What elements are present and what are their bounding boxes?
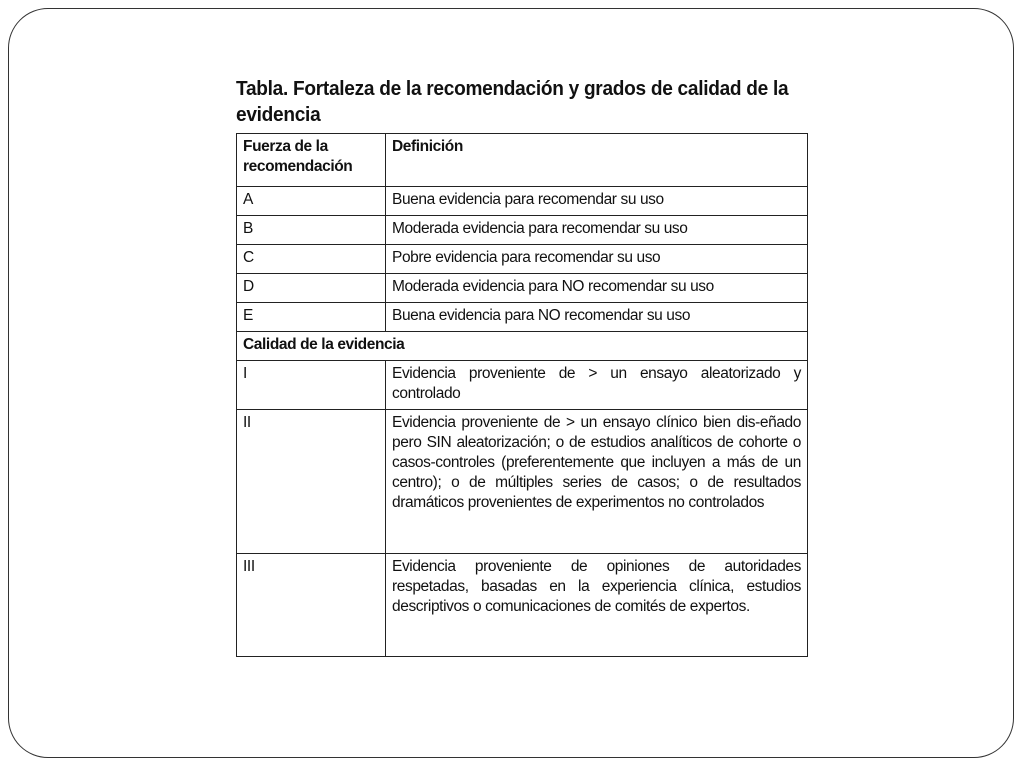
- header-definition: Definición: [386, 134, 808, 187]
- table-row: [237, 361, 808, 410]
- header-strength: Fuerza de la recomendación: [237, 134, 386, 187]
- table-row: [237, 187, 808, 216]
- definition-cell: Buena evidencia para recomendar su uso: [386, 187, 808, 216]
- table-header-row: [237, 134, 808, 187]
- table-title: Tabla. Fortaleza de la recomendación y grados de calidad de la evidencia: [236, 77, 789, 126]
- grade-cell: A: [237, 187, 386, 216]
- section-row: [237, 332, 808, 361]
- document-figure: [236, 76, 808, 657]
- table-row: [237, 274, 808, 303]
- table-row: [237, 245, 808, 274]
- grade-cell: D: [237, 274, 386, 303]
- definition-cell: Buena evidencia para NO recomendar su uso: [386, 303, 808, 332]
- quality-section-heading: Calidad de la evidencia: [237, 332, 808, 361]
- definition-cell: Pobre evidencia para recomendar su uso: [386, 245, 808, 274]
- definition-cell: Evidencia proveniente de > un ensayo aleatorizado y controlado: [386, 361, 808, 410]
- recommendation-table: [236, 133, 808, 657]
- definition-cell: Moderada evidencia para NO recomendar su uso: [386, 274, 808, 303]
- definition-cell: Evidencia proveniente de opiniones de autoridades respetadas, basadas en la experiencia clínica, estudios descriptivos o comunicaciones de comités de expertos.: [386, 554, 808, 657]
- level-cell: III: [237, 554, 386, 657]
- definition-cell: Moderada evidencia para recomendar su uso: [386, 216, 808, 245]
- level-cell: I: [237, 361, 386, 410]
- table-row: [237, 303, 808, 332]
- definition-cell: Evidencia proveniente de > un ensayo clínico bien dis-eñado pero SIN aleatorización; o de estudios analíticos de cohorte o casos-controles (preferentemente que incluyen a más de un centro); o de múltiples series de casos; o de resultados dramáticos provenientes de experimentos no controlados: [386, 410, 808, 554]
- grade-cell: E: [237, 303, 386, 332]
- table-row: [237, 410, 808, 554]
- table-row: [237, 554, 808, 657]
- table-row: [237, 216, 808, 245]
- grade-cell: B: [237, 216, 386, 245]
- grade-cell: C: [237, 245, 386, 274]
- level-cell: II: [237, 410, 386, 554]
